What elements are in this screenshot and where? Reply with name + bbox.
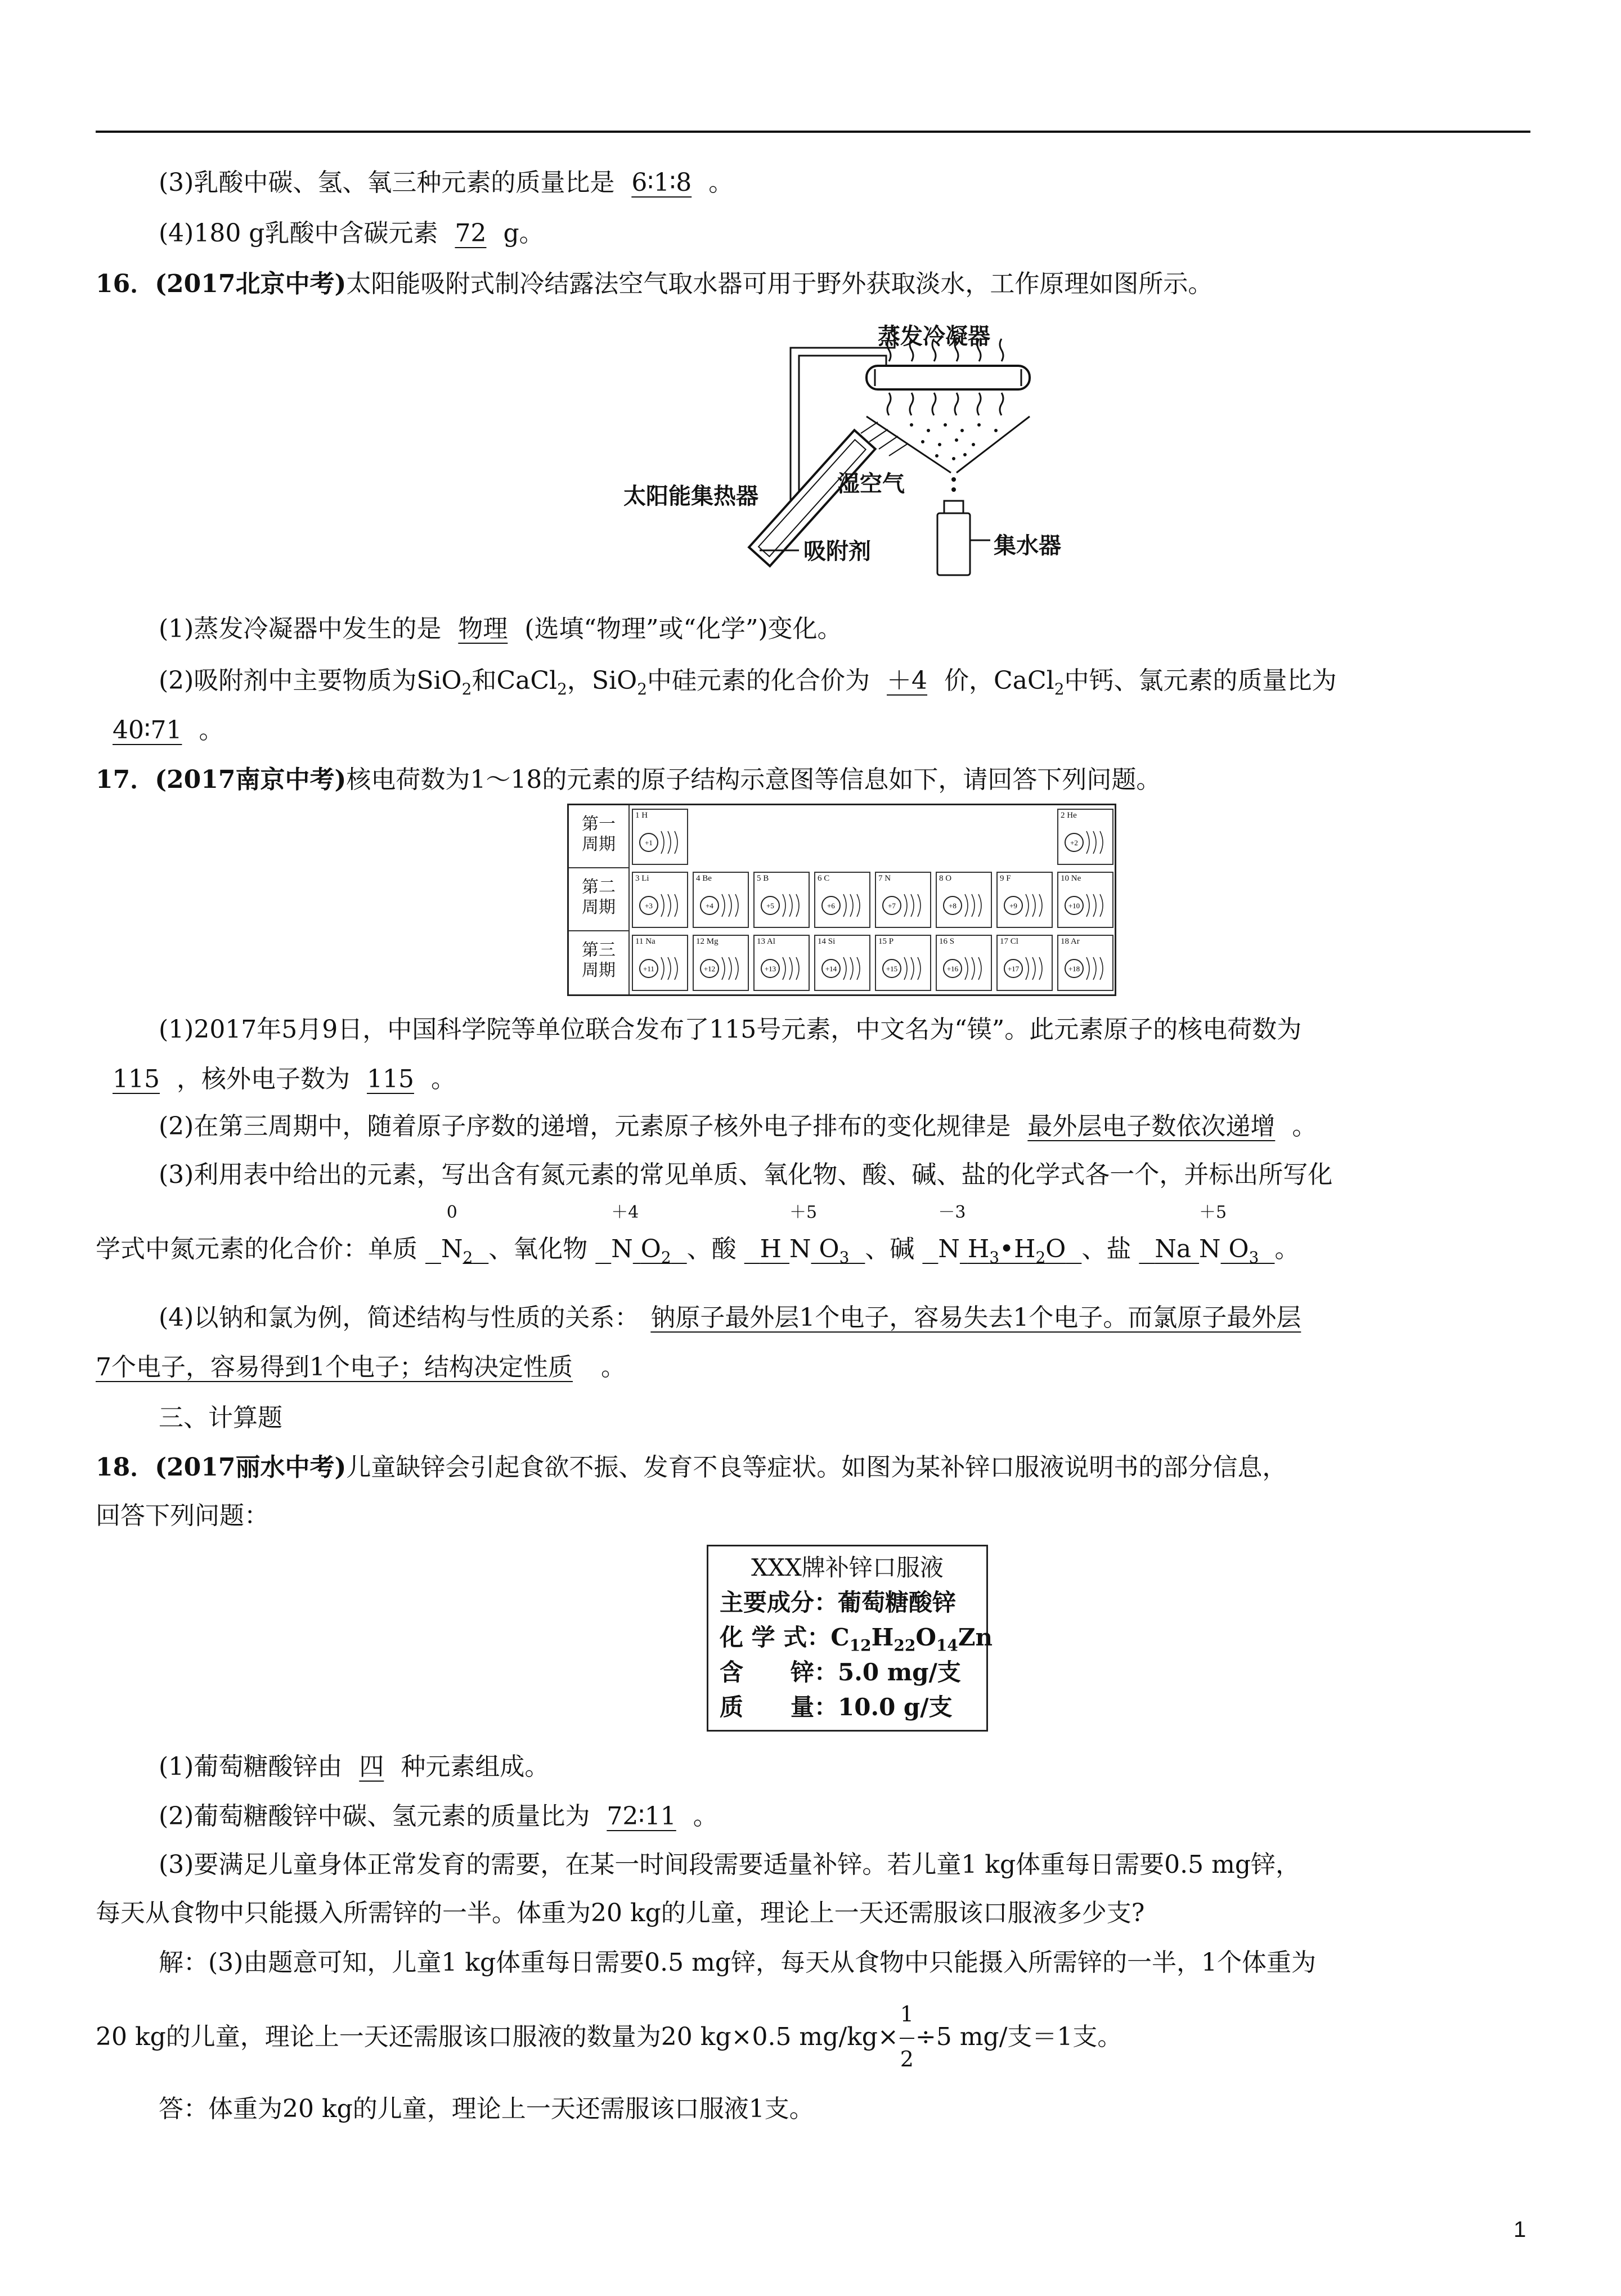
q17-source: (2017南京中考) bbox=[155, 765, 347, 794]
label-mass: 质 量：10.0 g/支 bbox=[720, 1693, 953, 1721]
q16-p2-text: 价，CaCl bbox=[944, 666, 1054, 695]
fraction-bar bbox=[900, 2038, 914, 2039]
punct: 。 bbox=[708, 168, 734, 197]
electron-shell bbox=[661, 894, 664, 917]
q17-part4-cont bbox=[96, 1351, 626, 1384]
atomic-structure-diagram bbox=[818, 886, 869, 926]
element-cell bbox=[936, 935, 992, 991]
element-symbol: 2 He bbox=[1061, 811, 1077, 820]
punct: 、 bbox=[865, 1235, 890, 1263]
q18-solution-text: ÷5 mg/支＝1支。 bbox=[915, 2023, 1122, 2051]
subscript: 2 bbox=[661, 1248, 671, 1267]
electron-shell bbox=[722, 957, 725, 980]
q16-number: 16． bbox=[96, 270, 155, 298]
q18-solution-text: 解：(3)由题意可知，儿童1 kg体重每日需要0.5 mg锌，每天从食物中只能摄入所需锌的一半，1个体重为 bbox=[159, 1948, 1316, 1977]
valence-mark: 0 bbox=[446, 1203, 457, 1222]
subscript: 2 bbox=[462, 1248, 473, 1267]
supplement-label-box bbox=[707, 1545, 993, 1732]
label-acid: 酸 bbox=[711, 1235, 737, 1263]
label-title: XXX牌补锌口服液 bbox=[751, 1554, 944, 1581]
electron-shell bbox=[1086, 957, 1089, 980]
element-cell bbox=[753, 872, 810, 928]
label-base: 碱 bbox=[890, 1235, 915, 1263]
label-formula-text: 化 学 式：C bbox=[720, 1624, 850, 1651]
label-solar-collector: 太阳能集热器 bbox=[623, 483, 758, 509]
electron-shell bbox=[1093, 831, 1096, 854]
q16-stem bbox=[96, 267, 1213, 301]
atomic-structure-diagram bbox=[1061, 886, 1112, 926]
atomic-structure-diagram bbox=[635, 949, 687, 989]
atomic-structure-diagram bbox=[1061, 823, 1112, 863]
element-cell bbox=[753, 935, 810, 991]
electron-shell bbox=[972, 957, 975, 980]
q18-p1-text: (1)葡萄糖酸锌由 bbox=[159, 1752, 343, 1781]
electron-shell bbox=[1032, 957, 1035, 980]
element-cell bbox=[936, 872, 992, 928]
electron-shell bbox=[972, 894, 975, 917]
electron-shell bbox=[850, 894, 853, 917]
q17-p4-answer: 钠原子最外层1个电子，容易失去1个电子。而氯原子最外层 bbox=[650, 1303, 1301, 1332]
atomic-structure-diagram bbox=[696, 886, 748, 926]
q17-part1-cont bbox=[96, 1062, 456, 1096]
q17-number: 17． bbox=[96, 765, 155, 794]
subscript: 14 bbox=[936, 1636, 958, 1655]
atomic-structure-diagram bbox=[635, 823, 687, 863]
q16-p1-text: (1)蒸发冷凝器中发生的是 bbox=[159, 615, 442, 643]
q17-p4-text: (4)以钠和氯为例，简述结构与性质的关系： bbox=[159, 1303, 640, 1332]
q18-p3-text: 每天从食物中只能摄入所需锌的一半。体重为20 kg的儿童，理论上一天还需服该口服液多少支? bbox=[96, 1899, 1145, 1927]
q18-p1-answer: 四 bbox=[359, 1752, 384, 1781]
electron-shell bbox=[857, 957, 860, 980]
element-symbol: 16 S bbox=[939, 937, 955, 946]
electron-shell bbox=[904, 894, 907, 917]
fraction-one-half bbox=[899, 2001, 915, 2071]
electron-shell bbox=[1093, 894, 1096, 917]
q18-source: (2017丽水中考) bbox=[155, 1453, 347, 1482]
symbol: •H bbox=[999, 1235, 1036, 1263]
label-zinc-content: 含 锌：5.0 mg/支 bbox=[720, 1658, 961, 1686]
electron-shell bbox=[735, 894, 738, 917]
label-salt: 盐 bbox=[1106, 1235, 1131, 1263]
electron-shell bbox=[1100, 831, 1103, 854]
element-symbol: 17 Cl bbox=[1000, 937, 1018, 946]
q15-p3-answer: 6∶1∶8 bbox=[631, 168, 692, 197]
electron-shell bbox=[796, 957, 799, 980]
answer-acid-HNO3 bbox=[744, 1203, 865, 1267]
q16-p2-text: (2)吸附剂中主要物质为SiO bbox=[159, 666, 462, 695]
q18-solution-text: 20 kg的儿童，理论上一天还需服该口服液的数量为20 kg×0.5 mg/kg× bbox=[96, 2023, 899, 2051]
electron-shell bbox=[1026, 957, 1029, 980]
q16-p2-answer-valence: ＋4 bbox=[887, 666, 928, 695]
element-cell bbox=[814, 872, 870, 928]
q17-stem bbox=[96, 763, 1161, 797]
punct: 、 bbox=[1081, 1235, 1107, 1263]
electron-shell bbox=[675, 831, 677, 854]
element-symbol: 14 Si bbox=[818, 937, 836, 946]
element-cell bbox=[693, 872, 749, 928]
nuclear-charge: +16 bbox=[946, 965, 959, 973]
atomic-structure-diagram bbox=[1000, 886, 1052, 926]
atomic-structure-diagram bbox=[878, 886, 930, 926]
subscript: 3 bbox=[839, 1248, 850, 1267]
electron-shell bbox=[918, 957, 920, 980]
atomic-structure-diagram bbox=[757, 886, 809, 926]
q16-part1 bbox=[159, 612, 842, 646]
electron-shell bbox=[668, 831, 671, 854]
element-symbol: 12 Mg bbox=[696, 937, 719, 946]
electron-shell bbox=[911, 894, 914, 917]
element-symbol: 5 B bbox=[757, 874, 769, 883]
nuclear-charge: +10 bbox=[1068, 902, 1080, 910]
valence-mark: ＋5 bbox=[1199, 1203, 1227, 1222]
element-cell bbox=[693, 935, 749, 991]
symbol: N bbox=[441, 1235, 463, 1263]
punct: 。 bbox=[693, 1802, 718, 1831]
electron-shell bbox=[789, 957, 792, 980]
symbol: H bbox=[871, 1624, 894, 1651]
electron-shell bbox=[857, 894, 860, 917]
q17-p1-text: ，核外电子数为 bbox=[176, 1065, 350, 1093]
electron-shell bbox=[918, 894, 920, 917]
symbol: Zn bbox=[958, 1624, 993, 1651]
symbol: O bbox=[640, 1235, 661, 1263]
q17-part3 bbox=[159, 1158, 1332, 1192]
label-ingredient: 主要成分：葡萄糖酸锌 bbox=[720, 1589, 957, 1616]
symbol: O bbox=[915, 1624, 936, 1651]
subscript: 2 bbox=[1035, 1248, 1046, 1267]
element-cell bbox=[996, 872, 1053, 928]
electron-shell bbox=[789, 894, 792, 917]
element-symbol: 4 Be bbox=[696, 874, 712, 883]
q17-p1-text: (1)2017年5月9日，中国科学院等单位联合发布了115号元素，中文名为“镆”。此元素原子的核电荷数为 bbox=[159, 1015, 1302, 1044]
element-symbol: 3 Li bbox=[635, 874, 649, 883]
label-formula bbox=[720, 1622, 993, 1661]
element-symbol: 7 N bbox=[878, 874, 891, 883]
q16-p2-text: 中硅元素的化合价为 bbox=[647, 666, 870, 695]
subscript: 22 bbox=[893, 1636, 916, 1655]
punct: 。 bbox=[430, 1065, 456, 1093]
electron-shell bbox=[783, 957, 785, 980]
q18-p1-post: 种元素组成。 bbox=[401, 1752, 550, 1781]
q15-p4-answer: 72 bbox=[455, 219, 487, 248]
q17-p3-text: (3)利用表中给出的元素，写出含有氮元素的常见单质、氧化物、酸、碱、盐的化学式各一个，并标出所写化 bbox=[159, 1160, 1333, 1189]
electron-shell bbox=[661, 831, 664, 854]
period-label: 第一 周期 bbox=[569, 805, 630, 868]
nuclear-charge: +14 bbox=[825, 965, 837, 973]
fraction-denominator: 2 bbox=[900, 2046, 914, 2071]
punct: 。 bbox=[1274, 1235, 1300, 1263]
nuclear-charge: +17 bbox=[1007, 965, 1020, 973]
punct: 、 bbox=[488, 1235, 514, 1263]
electron-shell bbox=[1086, 831, 1089, 854]
period-label: 第二 周期 bbox=[569, 868, 630, 931]
electron-shell bbox=[904, 957, 907, 980]
nuclear-charge: +15 bbox=[886, 965, 898, 973]
symbol: N bbox=[611, 1235, 633, 1263]
electron-shell bbox=[978, 957, 981, 980]
q17-part2 bbox=[159, 1110, 1317, 1143]
punct: 。 bbox=[1292, 1112, 1317, 1141]
atomic-structure-diagram bbox=[696, 949, 748, 989]
periodic-table-diagram bbox=[567, 804, 1116, 996]
nuclear-charge: +8 bbox=[949, 902, 957, 910]
atomic-structure-diagram bbox=[939, 949, 991, 989]
q17-stem-text: 核电荷数为1～18的元素的原子结构示意图等信息如下，请回答下列问题。 bbox=[346, 765, 1161, 794]
q16-stem-text: 太阳能吸附式制冷结露法空气取水器可用于野外获取淡水，工作原理如图所示。 bbox=[346, 270, 1213, 298]
symbol: N bbox=[938, 1235, 960, 1263]
label-adsorbent: 吸附剂 bbox=[803, 538, 871, 564]
label-water-collector: 集水器 bbox=[994, 532, 1061, 559]
electron-shell bbox=[729, 894, 731, 917]
section-heading-calc: 三、计算题 bbox=[159, 1403, 282, 1432]
symbol: Na bbox=[1155, 1235, 1192, 1263]
q18-part1 bbox=[159, 1750, 549, 1784]
atomic-structure-diagram bbox=[757, 949, 809, 989]
q17-p2-answer: 最外层电子数依次递增 bbox=[1027, 1112, 1276, 1141]
punct: 、 bbox=[686, 1235, 712, 1263]
element-symbol: 8 O bbox=[939, 874, 952, 883]
atomic-structure-diagram bbox=[1000, 949, 1052, 989]
q18-p2-answer: 72∶11 bbox=[607, 1802, 676, 1831]
nuclear-charge: +13 bbox=[764, 965, 776, 973]
fraction-numerator: 1 bbox=[900, 2001, 914, 2026]
element-cell bbox=[814, 935, 870, 991]
electron-shell bbox=[722, 894, 725, 917]
element-symbol: 1 H bbox=[635, 811, 648, 820]
q16-p2-text: ，SiO bbox=[567, 666, 637, 695]
q16-source: (2017北京中考) bbox=[155, 270, 347, 298]
q18-stem-text: 回答下列问题： bbox=[96, 1501, 269, 1530]
electron-shell bbox=[965, 894, 968, 917]
electron-shell bbox=[1100, 957, 1103, 980]
subscript: 2 bbox=[637, 679, 648, 698]
label-humid-air: 湿空气 bbox=[837, 470, 905, 497]
q18-stem bbox=[96, 1451, 1287, 1485]
answer-base-NH3H2O bbox=[922, 1203, 1081, 1267]
symbol: N bbox=[789, 1235, 811, 1263]
electron-shell bbox=[675, 957, 677, 980]
subscript: 3 bbox=[1249, 1248, 1259, 1267]
element-symbol: 11 Na bbox=[635, 937, 655, 946]
q15-p3-text: (3)乳酸中碳、氢、氧三种元素的质量比是 bbox=[159, 168, 615, 197]
atomic-structure-diagram bbox=[635, 886, 687, 926]
q17-p1-answer-electrons: 115 bbox=[366, 1065, 414, 1093]
answer-element-N2 bbox=[425, 1203, 488, 1267]
subscript: 3 bbox=[989, 1248, 1000, 1267]
subscript: 2 bbox=[557, 679, 567, 698]
atomic-structure-diagram bbox=[818, 949, 869, 989]
q16-p2-text: 和CaCl bbox=[472, 666, 558, 695]
electron-shell bbox=[978, 894, 981, 917]
element-cell bbox=[1057, 935, 1113, 991]
label-oxide: 氧化物 bbox=[513, 1235, 588, 1263]
q18-p3-text: (3)要满足儿童身体正常发育的需要，在某一时间段需要适量补锌。若儿童1 kg体重每日需要0.5 mg锌， bbox=[159, 1850, 1300, 1879]
q17-part1 bbox=[159, 1013, 1301, 1047]
electron-shell bbox=[796, 894, 799, 917]
q17-p2-text: (2)在第三周期中，随着原子序数的递增，元素原子核外电子排布的变化规律是 bbox=[159, 1112, 1011, 1141]
subscript: 12 bbox=[849, 1636, 872, 1655]
element-cell bbox=[875, 872, 931, 928]
subscript: 2 bbox=[1054, 679, 1065, 698]
atomic-structure-diagram bbox=[939, 886, 991, 926]
q18-p2-text: (2)葡萄糖酸锌中碳、氢元素的质量比为 bbox=[159, 1802, 590, 1831]
q18-final-answer: 答：体重为20 kg的儿童，理论上一天还需服该口服液1支。 bbox=[159, 2095, 814, 2123]
q18-part2 bbox=[159, 1800, 718, 1833]
element-symbol: 18 Ar bbox=[1061, 937, 1080, 946]
q16-p2-text: 中钙、氯元素的质量比为 bbox=[1064, 666, 1337, 695]
nuclear-charge: +7 bbox=[888, 902, 896, 910]
punct: 。 bbox=[199, 716, 224, 745]
q15-p4-text: (4)180 g乳酸中含碳元素 bbox=[159, 219, 438, 248]
element-cell bbox=[632, 872, 688, 928]
electron-shell bbox=[1093, 957, 1096, 980]
atomic-structure-diagram bbox=[878, 949, 930, 989]
element-symbol: 9 F bbox=[1000, 874, 1011, 883]
electron-shell bbox=[965, 957, 968, 980]
electron-shell bbox=[1100, 894, 1103, 917]
nuclear-charge: +9 bbox=[1009, 902, 1017, 910]
element-cell bbox=[632, 809, 688, 865]
electron-shell bbox=[1032, 894, 1035, 917]
page-number: 1 bbox=[1514, 2217, 1526, 2242]
electron-shell bbox=[729, 957, 731, 980]
symbol: H bbox=[967, 1235, 990, 1263]
header-rule bbox=[96, 131, 1530, 133]
q16-p1-answer: 物理 bbox=[458, 615, 508, 643]
q17-p1-answer-charge: 115 bbox=[113, 1065, 160, 1093]
q16-p1-post: (选填“物理”或“化学”)变化。 bbox=[524, 615, 842, 643]
punct: g。 bbox=[503, 219, 544, 248]
symbol: O bbox=[1228, 1235, 1249, 1263]
element-symbol: 10 Ne bbox=[1061, 874, 1081, 883]
electron-shell bbox=[1026, 894, 1029, 917]
nuclear-charge: +3 bbox=[645, 902, 653, 910]
q17-part4 bbox=[159, 1301, 1301, 1335]
electron-shell bbox=[911, 957, 914, 980]
q16-p2-answer-ratio: 40∶71 bbox=[113, 716, 182, 745]
atomic-structure-diagram bbox=[1061, 949, 1112, 989]
electron-shell bbox=[1039, 957, 1042, 980]
element-symbol: 13 Al bbox=[757, 937, 775, 946]
electron-shell bbox=[668, 957, 671, 980]
nuclear-charge: +12 bbox=[703, 965, 716, 973]
q17-p3-text: 学式中氮元素的化合价：单质 bbox=[96, 1235, 417, 1263]
valence-mark: －3 bbox=[938, 1203, 966, 1222]
punct: 。 bbox=[601, 1353, 626, 1382]
q15-part3 bbox=[159, 166, 733, 200]
element-symbol: 6 C bbox=[818, 874, 830, 883]
element-symbol: 15 P bbox=[878, 937, 894, 946]
answer-oxide-NO2 bbox=[595, 1203, 686, 1267]
nuclear-charge: +2 bbox=[1070, 838, 1078, 847]
q16-part2-cont bbox=[96, 714, 223, 747]
q18-stem-text: 儿童缺锌会引起食欲不振、发育不良等症状。如图为某补锌口服液说明书的部分信息， bbox=[346, 1453, 1287, 1482]
nuclear-charge: +11 bbox=[643, 965, 654, 973]
q18-solution-calc bbox=[96, 2001, 1122, 2071]
electron-shell bbox=[675, 894, 677, 917]
valence-mark: ＋4 bbox=[611, 1203, 639, 1222]
element-cell bbox=[1057, 872, 1113, 928]
electron-shell bbox=[843, 957, 846, 980]
electron-shell bbox=[850, 957, 853, 980]
element-cell bbox=[996, 935, 1053, 991]
element-cell bbox=[875, 935, 931, 991]
element-cell bbox=[1057, 809, 1113, 865]
element-cell bbox=[632, 935, 688, 991]
electron-shell bbox=[1086, 894, 1089, 917]
nuclear-charge: +1 bbox=[645, 838, 653, 847]
period-label: 第三 周期 bbox=[569, 931, 630, 994]
nuclear-charge: +6 bbox=[827, 902, 835, 910]
label-evaporative-condenser: 蒸发冷凝器 bbox=[878, 323, 990, 349]
q17-part3-formulas bbox=[96, 1203, 1300, 1275]
electron-shell bbox=[1039, 894, 1042, 917]
symbol: H bbox=[760, 1235, 782, 1263]
symbol: O bbox=[1045, 1235, 1066, 1263]
symbol: N bbox=[1199, 1235, 1221, 1263]
electron-shell bbox=[668, 894, 671, 917]
subscript: 2 bbox=[461, 679, 472, 698]
q15-part4 bbox=[159, 217, 544, 250]
q18-number: 18． bbox=[96, 1453, 155, 1482]
nuclear-charge: +18 bbox=[1068, 965, 1080, 973]
electron-shell bbox=[735, 957, 738, 980]
symbol: O bbox=[819, 1235, 839, 1263]
electron-shell bbox=[783, 894, 785, 917]
valence-mark: ＋5 bbox=[789, 1203, 818, 1222]
q16-part2 bbox=[159, 664, 1337, 706]
electron-shell bbox=[661, 957, 664, 980]
nuclear-charge: +4 bbox=[706, 902, 713, 910]
nuclear-charge: +5 bbox=[766, 902, 774, 910]
electron-shell bbox=[843, 894, 846, 917]
q17-p4-answer: 7个电子，容易得到1个电子；结构决定性质 bbox=[96, 1353, 573, 1382]
answer-salt-NaNO3 bbox=[1139, 1203, 1274, 1267]
